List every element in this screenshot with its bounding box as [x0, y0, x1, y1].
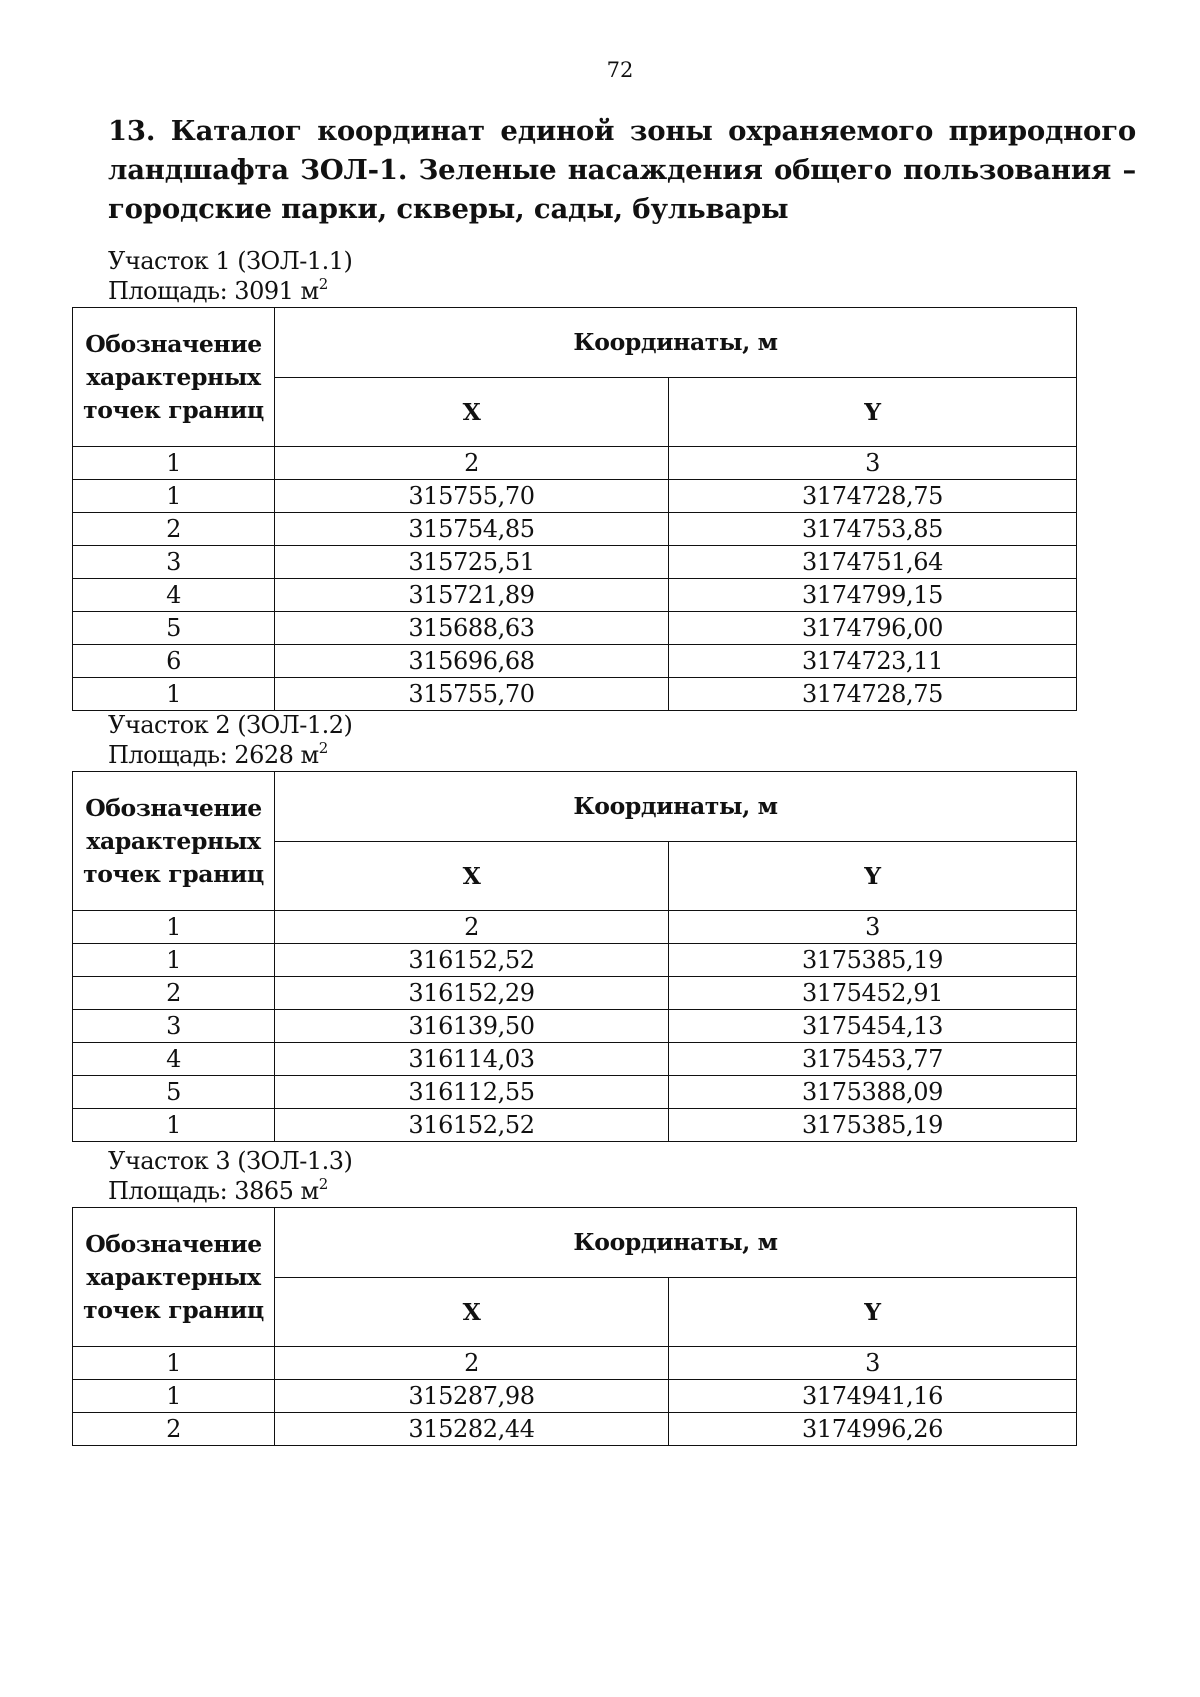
- x-coordinate: 315282,44: [275, 1413, 669, 1446]
- x-coordinate: 316114,03: [275, 1043, 669, 1076]
- table-row: [73, 480, 1077, 513]
- y-coordinate: 3174796,00: [669, 612, 1077, 645]
- x-coordinate: 315755,70: [275, 480, 669, 513]
- point-number: 4: [73, 579, 275, 612]
- plot-title: Участок 1 (ЗОЛ-1.1): [108, 247, 353, 275]
- x-axis-header: X: [275, 377, 669, 447]
- coordinates-table: [72, 307, 1077, 711]
- plot-title: Участок 2 (ЗОЛ-1.2): [108, 711, 353, 739]
- y-coordinate: 3174723,11: [669, 645, 1077, 678]
- column-number: 1: [73, 911, 275, 944]
- y-coordinate: 3175453,77: [669, 1043, 1077, 1076]
- point-number: 1: [73, 1380, 275, 1413]
- table-header-row: [73, 308, 1077, 378]
- y-coordinate: 3174728,75: [669, 480, 1077, 513]
- area-superscript: 2: [318, 739, 328, 757]
- point-number: 2: [73, 1413, 275, 1446]
- table-row: [73, 678, 1077, 711]
- x-coordinate: 315721,89: [275, 579, 669, 612]
- y-coordinate: 3174753,85: [669, 513, 1077, 546]
- x-coordinate: 316152,29: [275, 977, 669, 1010]
- x-coordinate: 315725,51: [275, 546, 669, 579]
- x-coordinate: 316152,52: [275, 1109, 669, 1142]
- table-row: [73, 579, 1077, 612]
- column-number-row: [73, 1347, 1077, 1380]
- table-row: [73, 1043, 1077, 1076]
- coordinates-table: [72, 1207, 1077, 1446]
- point-number: 1: [73, 944, 275, 977]
- table-row: [73, 1380, 1077, 1413]
- point-number: 3: [73, 1010, 275, 1043]
- point-number: 5: [73, 1076, 275, 1109]
- point-designation-header: Обозначение характерных точек границ: [73, 1208, 275, 1347]
- coordinates-header: Координаты, м: [275, 772, 1077, 842]
- table-row: [73, 944, 1077, 977]
- table-row: [73, 1010, 1077, 1043]
- y-axis-header: Y: [669, 377, 1077, 447]
- page-number: 72: [606, 58, 634, 82]
- y-axis-header: Y: [669, 1277, 1077, 1347]
- plot-title: Участок 3 (ЗОЛ-1.3): [108, 1147, 353, 1175]
- point-number: 3: [73, 546, 275, 579]
- plot-section-2: [72, 710, 1080, 1142]
- table-row: [73, 1076, 1077, 1109]
- column-number: 3: [669, 447, 1077, 480]
- y-coordinate: 3174996,26: [669, 1413, 1077, 1446]
- x-coordinate: 316139,50: [275, 1010, 669, 1043]
- column-number: 2: [275, 911, 669, 944]
- column-number-row: [73, 911, 1077, 944]
- x-axis-header: X: [275, 1277, 669, 1347]
- table-row: [73, 1109, 1077, 1142]
- coordinates-header: Координаты, м: [275, 308, 1077, 378]
- y-coordinate: 3174941,16: [669, 1380, 1077, 1413]
- table-row: [73, 612, 1077, 645]
- section-heading: 13. Каталог координат единой зоны охраняемого природного ландшафта ЗОЛ-1. Зеленые насаждения общего пользования – городские парки, скверы, сады, бульвары: [108, 115, 1136, 225]
- x-coordinate: 315696,68: [275, 645, 669, 678]
- point-number: 2: [73, 977, 275, 1010]
- point-number: 1: [73, 1109, 275, 1142]
- column-number: 1: [73, 1347, 275, 1380]
- point-designation-header: Обозначение характерных точек границ: [73, 772, 275, 911]
- plot-area: Площадь: 3091 $м^2$: [108, 275, 328, 305]
- column-number-row: [73, 447, 1077, 480]
- y-coordinate: 3175385,19: [669, 944, 1077, 977]
- point-number: 2: [73, 513, 275, 546]
- y-coordinate: 3174728,75: [669, 678, 1077, 711]
- y-coordinate: 3175454,13: [669, 1010, 1077, 1043]
- area-superscript: 2: [318, 275, 328, 293]
- x-coordinate: 315688,63: [275, 612, 669, 645]
- y-coordinate: 3174799,15: [669, 579, 1077, 612]
- y-coordinate: 3175385,19: [669, 1109, 1077, 1142]
- column-number: 2: [275, 1347, 669, 1380]
- plot-section-3: [72, 1146, 1080, 1446]
- y-coordinate: 3174751,64: [669, 546, 1077, 579]
- x-coordinate: 315754,85: [275, 513, 669, 546]
- table-header-row: [73, 772, 1077, 842]
- plot-area: Площадь: 2628 $м^2$: [108, 739, 328, 769]
- area-superscript: 2: [318, 1175, 328, 1193]
- plot-section-1: [72, 246, 1080, 711]
- x-coordinate: 316112,55: [275, 1076, 669, 1109]
- coordinates-table: [72, 771, 1077, 1142]
- x-coordinate: 315287,98: [275, 1380, 669, 1413]
- point-number: 1: [73, 480, 275, 513]
- table-row: [73, 1413, 1077, 1446]
- coordinates-header: Координаты, м: [275, 1208, 1077, 1278]
- column-number: 3: [669, 1347, 1077, 1380]
- table-row: [73, 513, 1077, 546]
- plot-area: Площадь: 3865 $м^2$: [108, 1175, 328, 1205]
- table-row: [73, 645, 1077, 678]
- point-designation-header: Обозначение характерных точек границ: [73, 308, 275, 447]
- y-axis-header: Y: [669, 841, 1077, 911]
- column-number: 3: [669, 911, 1077, 944]
- column-number: 2: [275, 447, 669, 480]
- x-coordinate: 315755,70: [275, 678, 669, 711]
- point-number: 6: [73, 645, 275, 678]
- column-number: 1: [73, 447, 275, 480]
- point-number: 1: [73, 678, 275, 711]
- point-number: 5: [73, 612, 275, 645]
- y-coordinate: 3175388,09: [669, 1076, 1077, 1109]
- point-number: 4: [73, 1043, 275, 1076]
- y-coordinate: 3175452,91: [669, 977, 1077, 1010]
- x-axis-header: X: [275, 841, 669, 911]
- table-header-row: [73, 1208, 1077, 1278]
- table-row: [73, 977, 1077, 1010]
- x-coordinate: 316152,52: [275, 944, 669, 977]
- table-row: [73, 546, 1077, 579]
